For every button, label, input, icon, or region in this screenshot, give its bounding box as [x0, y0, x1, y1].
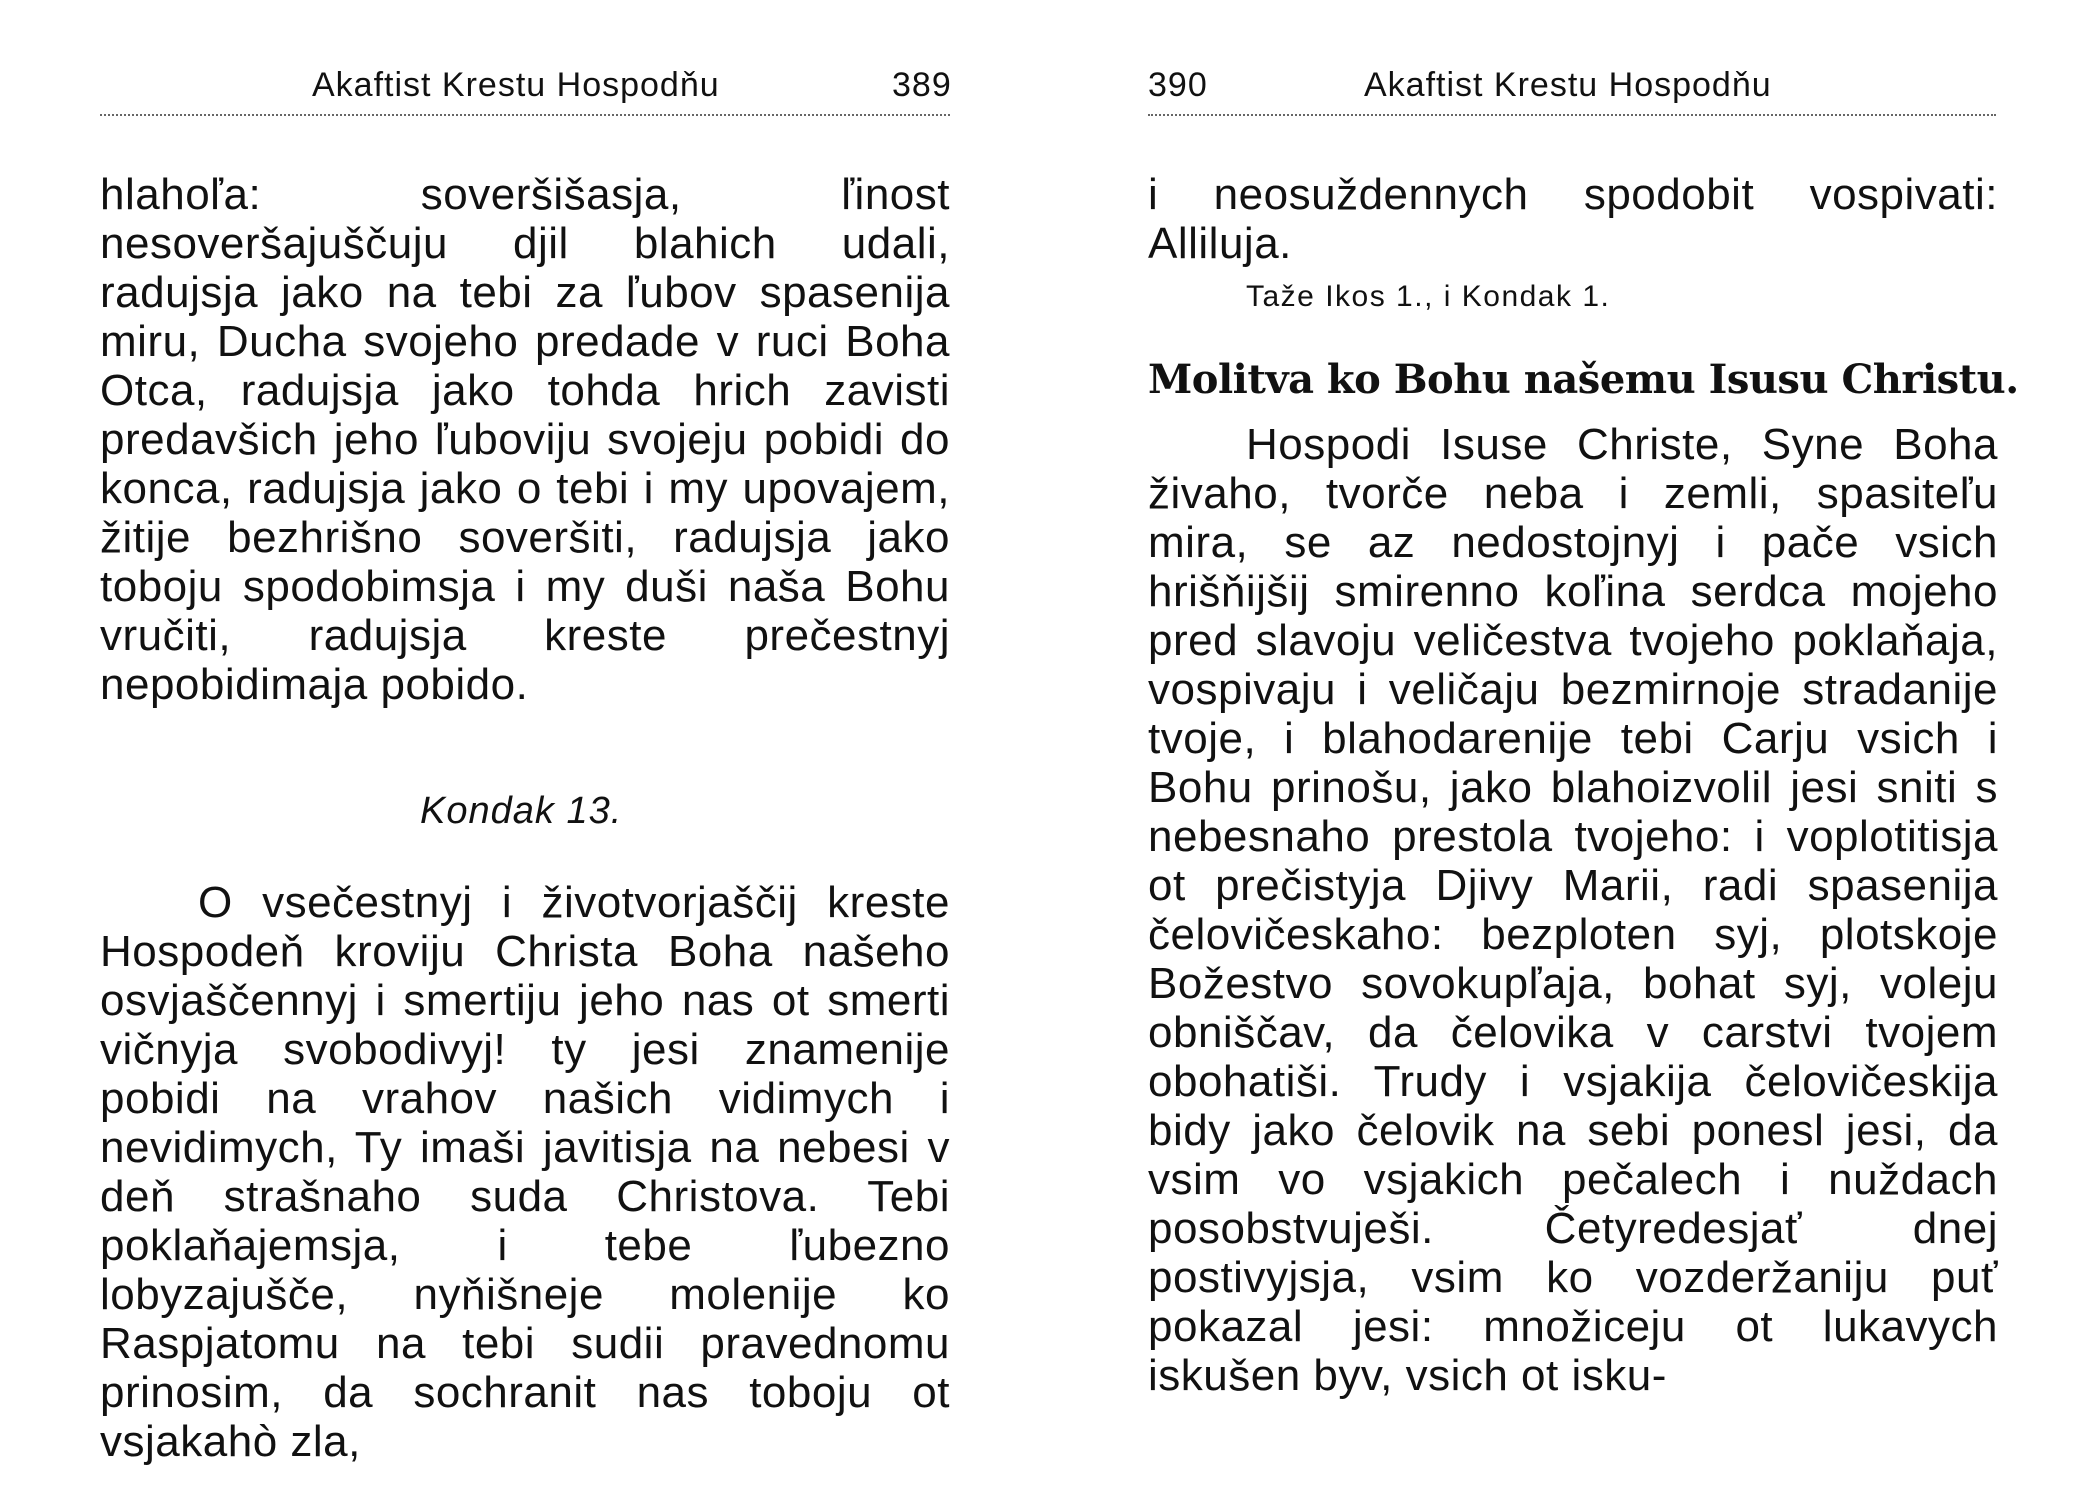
right-running-head: [1148, 66, 2028, 116]
header-rule: [1148, 114, 1996, 116]
kondak-ending-text: i neosuždennych spodobit vospivati: Alliluja.: [1148, 170, 1998, 268]
kondak-text: O vsečestnyj i životvorjaščij kreste Hospodeň kroviju Christa Boha našeho osvjaščennyj i smertiju jeho nas ot smerti vičnyja svobodivyj! ty jesi znamenije pobidi na vrahov našich vidimych i nevidimych, Ty imaši javitisja na nebesi v deň strašnaho suda Christova. Tebi poklaňajemsja, i tebe ľubezno lobyzajušče, nyňišneje molenije ko Raspjatomu na tebi sudii pravednomu prinosim, da sochranit nas toboju ot vsjakahò zla,: [100, 878, 950, 1466]
left-page: [100, 0, 980, 1500]
kondak-heading: Kondak 13.: [420, 790, 623, 832]
page-number: 389: [892, 66, 952, 104]
left-running-head: [100, 66, 980, 116]
prayer-text: Hospodi Isuse Christe, Syne Boha živaho, tvorče neba i zemli, spasiteľu mira, se az nedostojnyj i pače vsich hrišňijšij smirenno koľina serdca mojeho pred slavoju veličestva tvojeho poklaňaja, vospivaju i veličaju bezmirnoje stradanije tvoje, i blahodarenije tebi Carju vsich i Bohu prinošu, jako blahoizvolil jesi sniti s nebesnaho prestola tvojeho: i voplotitisja ot prečistyja Djivy Marii, radi spasenija čelovičeskaho: bezploten syj, plotskoje Božestvo sovokupľaja, bohat syj, voleju obniščav, da čelovika v carstvi tvojem obohatiši. Trudy i vsjakija čelovičeskija bidy jako čelovik na sebi ponesl jesi, da vsim vo vsjakich pečalech i nuždach posobstvuješi. Četyredesjať dnej postivyjsja, vsim ko vozderžaniju puť pokazal jesi: množiceju ot lukavych iskušen byv, vsich ot isku-: [1148, 420, 1998, 1400]
rubric-note: Taže Ikos 1., i Kondak 1.: [1246, 280, 1611, 313]
running-title: Akaftist Krestu Hospodňu: [1364, 66, 1772, 104]
ikos-text: hlahoľa: soveršišasja, ľinost nesoveršajuščuju djil blahich udali, radujsja jako na tebi za ľubov spasenija miru, Ducha svojeho predade v ruci Boha Otca, radujsja jako tohda hrich zavisti predavšich jeho ľuboviju svojeju pobidi do konca, radujsja jako o tebi i my upovajem, žitije bezhrišno soveršiti, radujsja jako toboju spodobimsja i my duši naša Bohu vručiti, radujsja kreste prečestnyj nepobidimaja pobido.: [100, 170, 950, 709]
header-rule: [100, 114, 950, 116]
right-page: [1148, 0, 2028, 1500]
page-number: 390: [1148, 66, 1208, 104]
prayer-heading: Molitva ko Bohu našemu Isusu Christu.: [1148, 356, 2019, 403]
running-title: Akaftist Krestu Hospodňu: [312, 66, 720, 104]
